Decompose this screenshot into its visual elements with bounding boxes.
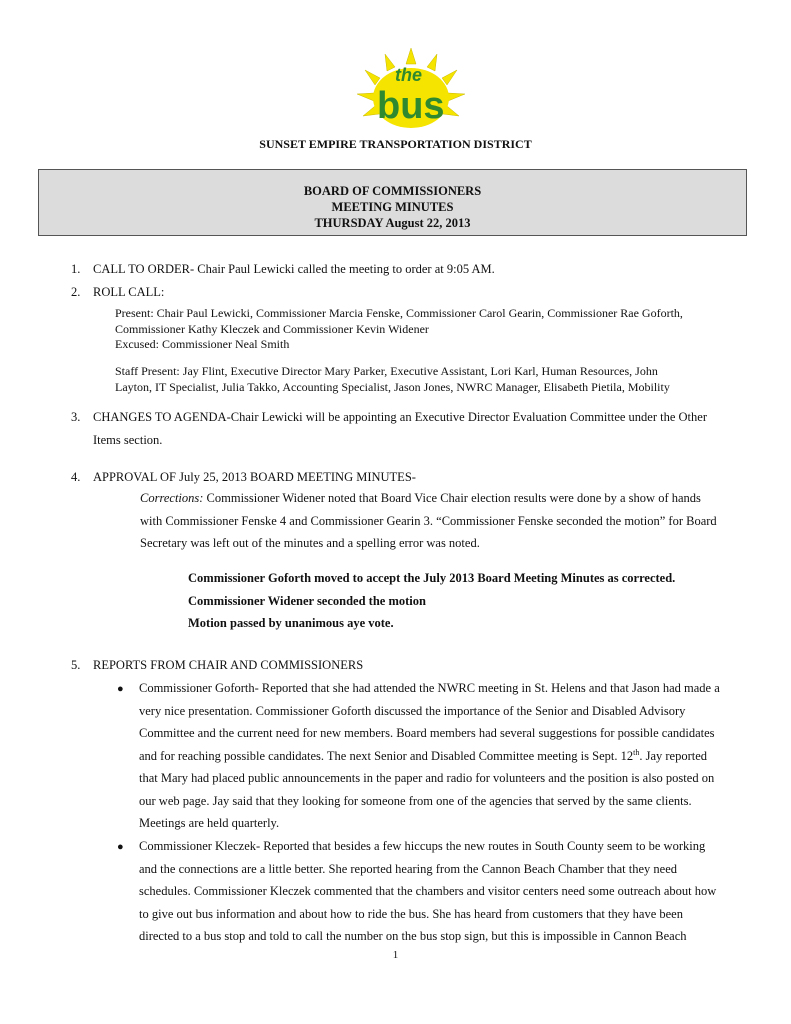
header-line-date: THURSDAY August 22, 2013 [314, 216, 471, 230]
report-line-part: and for reaching possible candidates. The next Senior and Disabled Committee meeting is Sept. 12 [139, 748, 634, 763]
staff-line-2: Layton, IT Specialist, Julia Takko, Accounting Specialist, Jason Jones, NWRC Manager, Elisabeth Pietila, Mobility [115, 379, 670, 394]
present-line-1: Present: Chair Paul Lewicki, Commissioner Marcia Fenske, Commissioner Carol Gearin, Commissioner Rae Goforth, [115, 306, 683, 320]
item-text: APPROVAL OF July 25, 2013 BOARD MEETING MINUTES- [93, 470, 416, 484]
item-number: 5. [71, 658, 81, 672]
header-line-board: BOARD OF COMMISSIONERS [303, 184, 482, 198]
report-line: that Mary had placed public announcements in the paper and radio for volunteers and the position is also posted on [139, 771, 715, 785]
motion-block [188, 567, 675, 635]
organization-title: SUNSET EMPIRE TRANSPORTATION DISTRICT [259, 137, 532, 151]
page-number: 1 [392, 949, 399, 961]
report-line: to give out bus information and about how to ride the bus. She has heard from customers that they have been [139, 906, 683, 921]
corrections-label: Corrections: [140, 491, 204, 505]
motion-line-2: Commissioner Widener seconded the motion [188, 593, 426, 608]
item-number: 3. [71, 410, 81, 424]
header-line-minutes: MEETING MINUTES [331, 200, 454, 214]
item-text: ROLL CALL: [93, 285, 165, 299]
report-line: schedules. Commissioner Kleczek commented that the chambers and visitor centers need some outreach about how [139, 884, 717, 898]
corrections-line-1: Commissioner Widener noted that Board Vice Chair election results were done by a show of hands [203, 491, 701, 505]
bullet-icon: ● [117, 841, 124, 853]
corrections-line-3: Secretary was left out of the minutes and a spelling error was noted. [140, 536, 480, 550]
report-line: and the connections are a little better. She reported hearing from the Cannon Beach Chamber that they need [139, 861, 678, 876]
ordinal-suffix: th [633, 747, 640, 757]
motion-line-1: Commissioner Goforth moved to accept the July 2013 Board Meeting Minutes as corrected. [188, 571, 676, 585]
report-line: directed to a bus stop and told to call the number on the bus stop sign, but this is impossible in Cannon Beach [139, 929, 687, 943]
excused-line: Excused: Commissioner Neal Smith [115, 337, 290, 351]
roll-call-present [115, 306, 683, 353]
report-line: Commissioner Kleczek- Reported that besides a few hiccups the new routes in South County seem to be working [139, 839, 706, 853]
item-text-line-2: Items section. [93, 433, 163, 447]
corrections-paragraph [140, 487, 740, 555]
report-goforth [139, 677, 749, 835]
report-line: Committee and the current need for new members. Board members had several suggestions for possible candidates [139, 726, 715, 740]
report-line: Commissioner Goforth- Reported that she had attended the NWRC meeting in St. Helens and that Jason had made a [139, 681, 720, 695]
corrections-line-2: with Commissioner Fenske 4 and Commissioner Gearin 3. “Commissioner Fenske seconded the motion” for Board [140, 513, 717, 528]
logo-word-top: the [395, 65, 422, 85]
staff-line-1: Staff Present: Jay Flint, Executive Director Mary Parker, Executive Assistant, Lori Karl, Human Resources, John [115, 364, 658, 378]
report-line: our web page. Jay said that they looking for someone from one of the agencies that served by the same clients. [139, 793, 692, 808]
the-bus-logo [355, 46, 467, 128]
report-line: Meetings are held quarterly. [139, 816, 280, 830]
item-number: 2. [71, 285, 81, 299]
item-text: CALL TO ORDER- Chair Paul Lewicki called the meeting to order at 9:05 AM. [93, 262, 495, 276]
present-line-2: Commissioner Kathy Kleczek and Commissioner Kevin Widener [115, 321, 429, 336]
report-line-part: . Jay reported [639, 748, 708, 763]
item-number: 1. [71, 262, 81, 276]
meeting-header-box [38, 169, 747, 236]
item-number: 4. [71, 470, 81, 484]
roll-call-staff [115, 364, 670, 395]
item-text-line-1: CHANGES TO AGENDA-Chair Lewicki will be appointing an Executive Director Evaluation Committee under the Other [93, 410, 707, 424]
item-text: REPORTS FROM CHAIR AND COMMISSIONERS [93, 658, 364, 672]
report-line: very nice presentation. Commissioner Goforth discussed the importance of the Senior and Disabled Advisory [139, 703, 686, 718]
report-line [139, 745, 749, 768]
bullet-icon: ● [117, 683, 124, 695]
report-kleczek [139, 835, 749, 948]
logo-word-bottom: bus [377, 85, 445, 127]
motion-line-3: Motion passed by unanimous aye vote. [188, 616, 394, 630]
